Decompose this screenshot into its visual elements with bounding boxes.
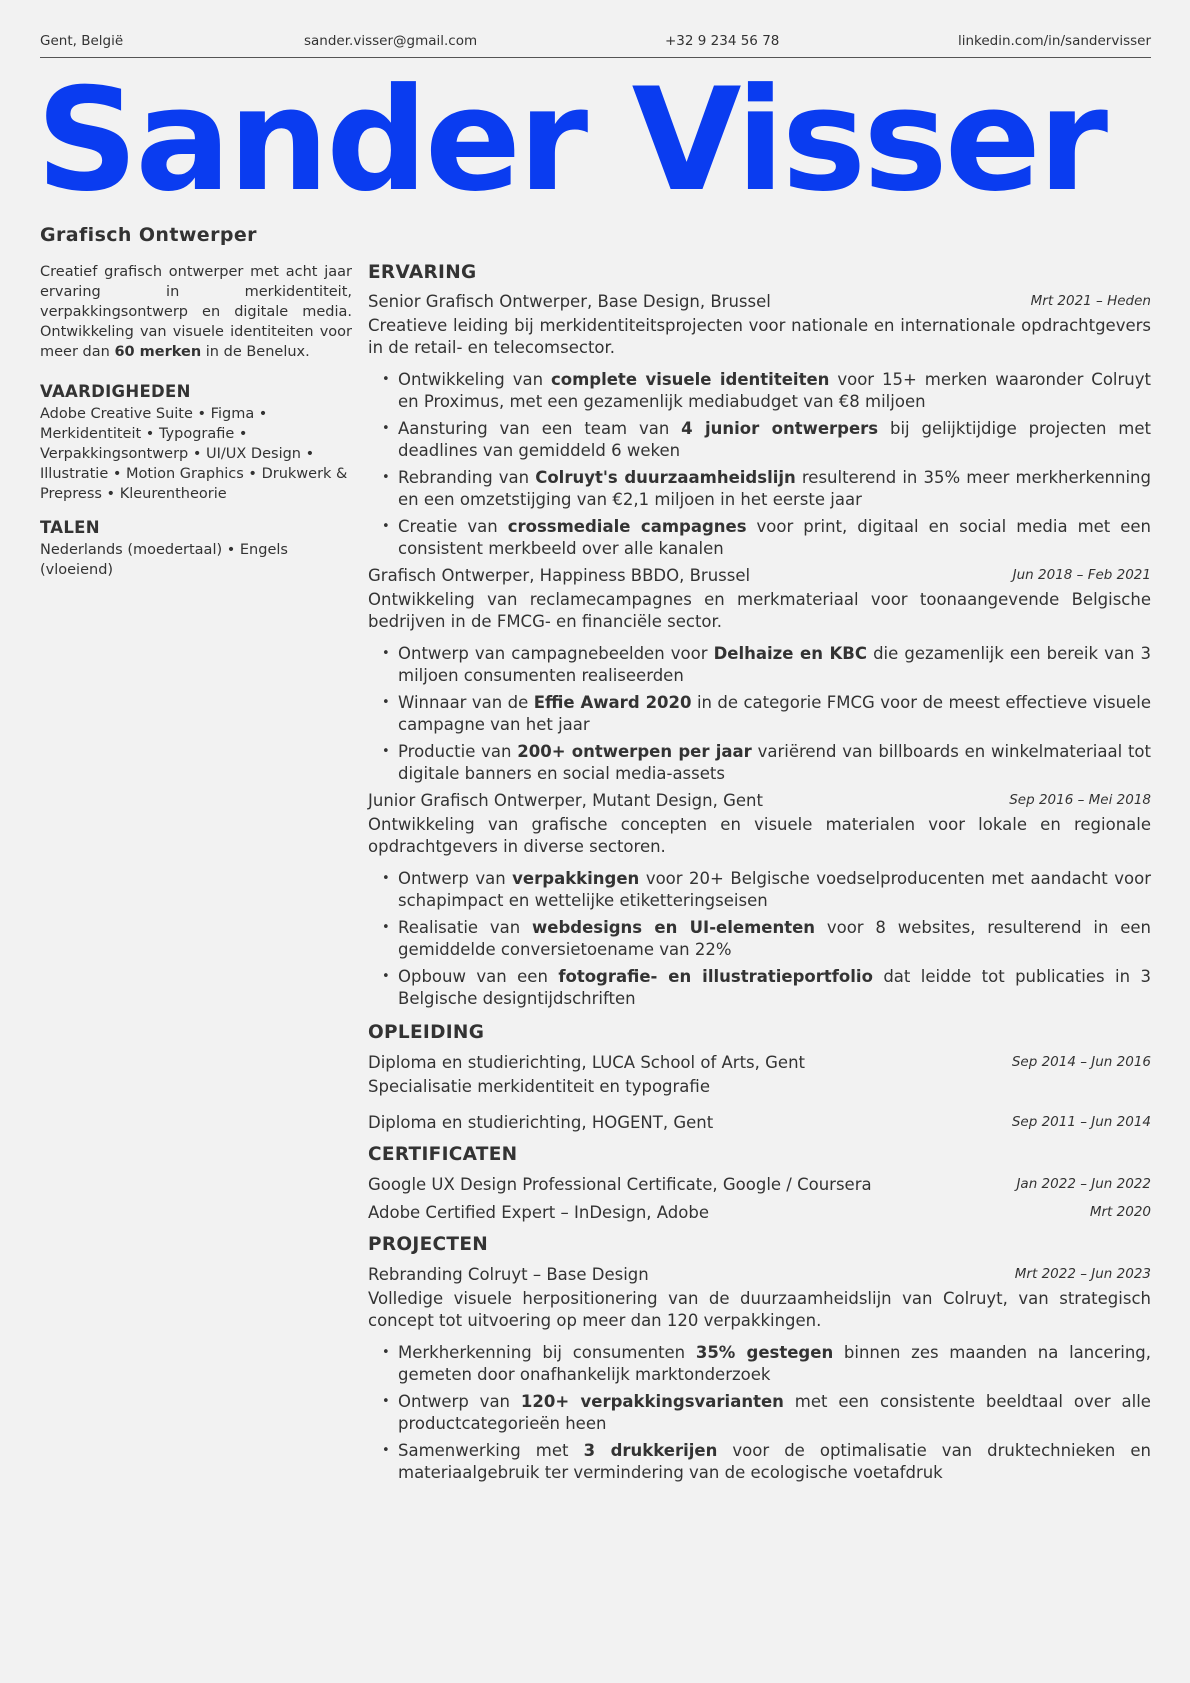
summary (40, 262, 352, 362)
bullet-item: • Aansturing van een team van 4 junior ontwerpers bij gelijktijdige projecten met deadlines van gemiddeld 6 weken (398, 418, 1151, 462)
education-date: Sep 2014 – Jun 2016 (1011, 1054, 1151, 1070)
job-bullets (368, 643, 1151, 785)
experience-section (368, 262, 1151, 1010)
project-title: Rebranding Colruyt – Base Design (368, 1265, 649, 1284)
bullet-item: • Ontwerp van campagnebeelden voor Delhaize en KBC die gezamenlijk een bereik van 3 miljoen consumenten realiseerden (398, 643, 1151, 687)
job-bullets (368, 868, 1151, 1010)
summary-tail: in de Benelux. (201, 344, 310, 360)
education-entry (368, 1052, 1151, 1098)
job-entry (368, 790, 1151, 1010)
projects-heading: PROJECTEN (368, 1234, 489, 1255)
languages-list: Nederlands (moedertaal) • Engels (vloeiend) (40, 542, 288, 578)
bullet-item: • Ontwerp van 120+ verpakkingsvarianten met een consistente beeldtaal over alle productcategorieën heen (398, 1391, 1151, 1435)
job-description: Ontwikkeling van reclamecampagnes en merkmateriaal voor toonaangevende Belgische bedrijven in de FMCG- en financiële sector. (368, 590, 1151, 631)
education-date: Sep 2011 – Jun 2014 (1011, 1114, 1151, 1130)
education-detail: Specialisatie merkidentiteit en typografie (368, 1077, 710, 1096)
job-date: Jun 2018 – Feb 2021 (1012, 567, 1151, 583)
contact-phone[interactable]: +32 9 234 56 78 (665, 33, 780, 49)
contact-location: Gent, België (40, 33, 124, 49)
project-date: Mrt 2022 – Jun 2023 (1014, 1266, 1151, 1282)
education-entry (368, 1112, 1151, 1134)
contact-linkedin[interactable]: linkedin.com/in/sandervisser (957, 33, 1151, 49)
education-heading: OPLEIDING (368, 1022, 485, 1043)
certificate-entry (368, 1174, 1151, 1196)
projects-section (368, 1234, 1151, 1484)
education-title: Diploma en studierichting, LUCA School of Arts, Gent (368, 1053, 805, 1072)
bullet-item: • Productie van 200+ ontwerpen per jaar variërend van billboards en winkelmateriaal tot digitale banners en social media-assets (398, 741, 1151, 785)
contact-email[interactable]: sander.visser@gmail.com (304, 33, 478, 49)
job-title: Grafisch Ontwerper (40, 224, 257, 246)
certificate-date: Mrt 2020 (1089, 1204, 1151, 1220)
certificates-section (368, 1144, 1151, 1224)
certificate-entry (368, 1202, 1151, 1224)
sidebar (40, 262, 352, 580)
bullet-item: • Winnaar van de Effie Award 2020 in de categorie FMCG voor de meest effectieve visuele campagne van het jaar (398, 692, 1151, 736)
education-title: Diploma en studierichting, HOGENT, Gent (368, 1113, 714, 1132)
job-description: Ontwikkeling van grafische concepten en visuele materialen voor lokale en regionale opdrachtgevers in diverse sectoren. (368, 815, 1151, 856)
project-bullets (368, 1342, 1151, 1484)
bullet-item: • Opbouw van een fotografie- en illustratieportfolio dat leidde tot publicaties in 3 Belgische designtijdschriften (398, 966, 1151, 1010)
education-section (368, 1022, 1151, 1134)
certificate-title: Adobe Certified Expert – InDesign, Adobe (368, 1203, 709, 1222)
job-description: Creatieve leiding bij merkidentiteitsprojecten voor nationale en internationale opdrachtgevers in de retail- en telecomsector. (368, 316, 1151, 357)
job-bullets (368, 369, 1151, 560)
job-title: Junior Grafisch Ontwerper, Mutant Design, Gent (368, 791, 763, 810)
bullet-item: • Creatie van crossmediale campagnes voor print, digitaal en social media met een consistent merkbeeld over alle kanalen (398, 516, 1151, 560)
job-entry (368, 291, 1151, 560)
bullet-item: • Samenwerking met 3 drukkerijen voor de optimalisatie van druktechnieken en materiaalgebruik ter vermindering van de ecologische voetafdruk (398, 1440, 1151, 1484)
languages-heading: TALEN (40, 518, 100, 537)
summary-highlight: 60 merken (114, 344, 202, 360)
skills-heading: VAARDIGHEDEN (40, 382, 191, 401)
project-entry (368, 1264, 1151, 1484)
certificate-title: Google UX Design Professional Certificate, Google / Coursera (368, 1175, 872, 1194)
job-date: Mrt 2021 – Heden (1030, 293, 1151, 309)
bullet-item: • Realisatie van webdesigns en UI-elementen voor 8 websites, resulterend in een gemiddelde conversietoename van 22% (398, 917, 1151, 961)
job-entry (368, 565, 1151, 785)
contact-bar (40, 31, 1151, 58)
bullet-item: • Ontwikkeling van complete visuele identiteiten voor 15+ merken waaronder Colruyt en Proximus, met een gezamenlijk mediabudget van €8 miljoen (398, 369, 1151, 413)
bullet-item: • Ontwerp van verpakkingen voor 20+ Belgische voedselproducenten met aandacht voor schapimpact en wettelijke etiketteringseisen (398, 868, 1151, 912)
job-date: Sep 2016 – Mei 2018 (1009, 792, 1151, 808)
project-description: Volledige visuele herpositionering van de duurzaamheidslijn van Colruyt, van strategisch concept tot uitvoering op meer dan 120 verpakkingen. (368, 1289, 1151, 1330)
job-title: Senior Grafisch Ontwerper, Base Design, Brussel (368, 292, 771, 311)
bullet-item: • Merkherkenning bij consumenten 35% gestegen binnen zes maanden na lancering, gemeten door onafhankelijk marktonderzoek (398, 1342, 1151, 1386)
experience-heading: ERVARING (368, 262, 477, 283)
certificate-date: Jan 2022 – Jun 2022 (1016, 1176, 1151, 1192)
summary-text: Creatief grafisch ontwerper met acht jaar ervaring in merkidentiteit, verpakkingsontwerp en digitale media. Ontwikkeling van visuele identiteiten voor meer dan (40, 264, 352, 360)
main-column (368, 262, 1151, 1489)
bullet-item: • Rebranding van Colruyt's duurzaamheidslijn resulterend in 35% meer merkherkenning en een omzetstijging van €2,1 miljoen in het eerste jaar (398, 467, 1151, 511)
certificates-heading: CERTIFICATEN (368, 1144, 518, 1165)
job-title: Grafisch Ontwerper, Happiness BBDO, Brussel (368, 566, 751, 585)
person-name: Sander Visser (36, 58, 1106, 223)
skills-list: Adobe Creative Suite • Figma • Merkidentiteit • Typografie • Verpakkingsontwerp • UI/UX Design • Illustratie • Motion Graphics • Drukwerk & Prepress • Kleurentheorie (40, 406, 348, 502)
